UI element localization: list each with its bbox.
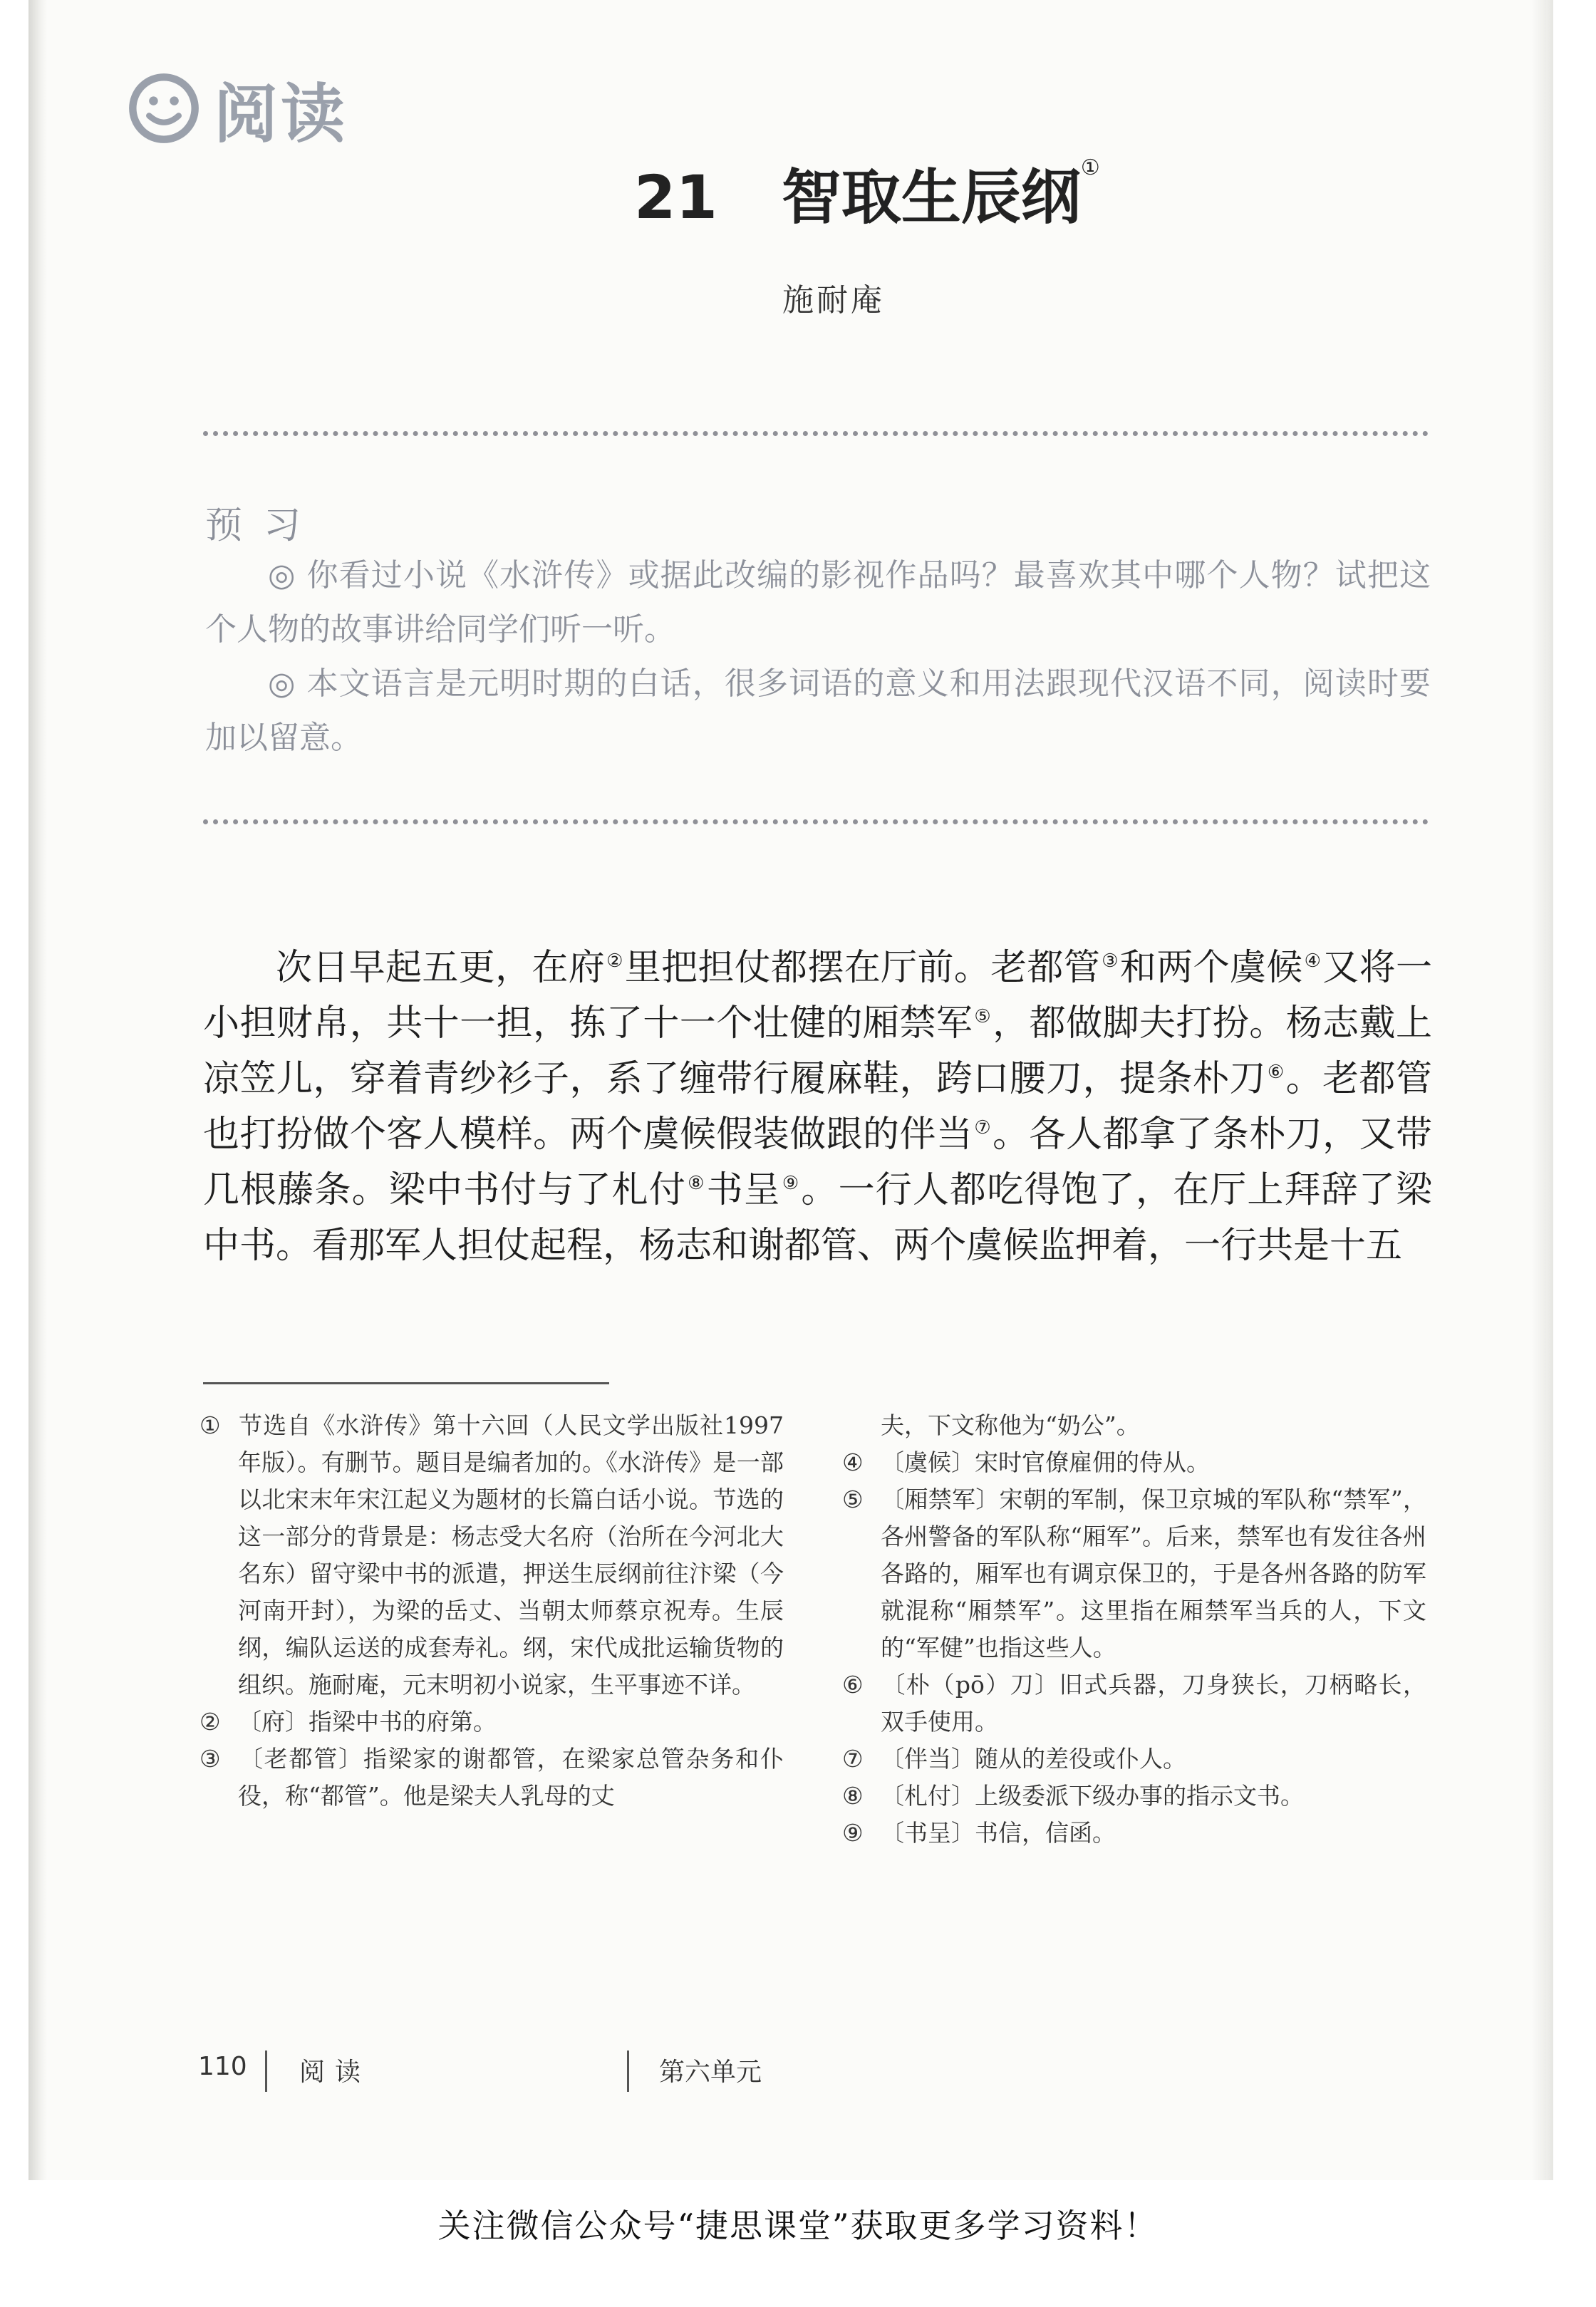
text-run: 书呈 [706,1169,781,1211]
footnote [842,1481,1426,1666]
footnote-text: 〔厢禁军〕宋朝的军制，保卫京城的军队称“禁军”，各州警备的军队称“厢军”。后来，禁军也有发往各州各路的，厢军也有调京保卫的，于是各州各路的防军就混称“厢禁军”。这里指在厢禁军当兵的人，下文的“军健”也指这些人。 [881,1486,1426,1661]
preview-top-divider [203,431,1429,436]
text-run: 次日早起五更，在府 [276,947,606,989]
footnotes-right-column [842,1407,1426,1852]
main-paragraph [203,940,1432,1274]
footnote-text: 〔府〕指梁中书的府第。 [238,1708,497,1736]
text-run: 和两个虞候 [1119,947,1303,989]
text-run: 。一行人都吃得饱了，在厅上拜辞了梁中书。看那军人担仗起程，杨志和谢都管、两个虞候监押着，一行共是十五 [203,1169,1432,1267]
footnote-divider [203,1382,609,1384]
footnote-mark: ⑧ [842,1782,864,1810]
footnote [842,1741,1426,1778]
footnote-ref[interactable]: ⑥ [1267,1062,1285,1083]
footnote-ref[interactable]: ⑤ [974,1006,992,1027]
footnote [842,1815,1426,1852]
footnote-ref[interactable]: ⑨ [782,1173,800,1194]
title-footnote-mark: ① [1080,155,1100,180]
footer-unit-label: 第六单元 [659,2058,762,2087]
footnote-mark: ⑦ [842,1745,864,1773]
text-run: 。各人都拿了条朴刀，又带几根藤条。梁中书付与了札付 [203,1114,1432,1211]
text-run: 。老都管也打扮做个客人模样。两个虞候假装做跟的伴当 [203,1058,1432,1156]
footnote-ref[interactable]: ⑦ [974,1117,992,1139]
footer-section-label: 阅读 [299,2058,371,2087]
footnote [200,1407,784,1704]
preview-box [205,549,1431,765]
footnote [842,1778,1426,1815]
footnote-mark: ⑥ [842,1671,864,1699]
main-text [203,940,1432,1274]
footnote-continuation: 夫，下文称他为“奶公”。 [881,1411,1140,1439]
footnote-text: 〔朴（pō）刀〕旧式兵器，刀身狭长，刀柄略长，双手使用。 [881,1671,1426,1736]
author-name: 施耐庵 [782,282,885,318]
footnote-mark: ① [200,1411,221,1439]
footnote-mark: ⑨ [842,1819,864,1847]
section-header [127,66,348,151]
footnote-text: 〔虞候〕宋时官僚雇佣的侍从。 [881,1448,1210,1476]
footnote-text: 〔札付〕上级委派下级办事的指示文书。 [881,1782,1304,1810]
footnote-mark: ④ [842,1448,864,1476]
preview-item: ◎ 本文语言是元明时期的白话，很多词语的意义和用法跟现代汉语不同，阅读时要加以留意。 [205,665,1431,756]
footnote [200,1741,784,1815]
text-run: 又将一小担财帛，共十一担，拣了十一个壮健的厢禁军 [203,947,1432,1044]
footnote-mark: ② [200,1708,221,1736]
footnote-mark: ③ [200,1745,221,1773]
promo-line: 关注微信公众号“捷思课堂”获取更多学习资料！ [437,2207,1159,2245]
preview-heading: 预习 [205,504,323,547]
footnote [200,1704,784,1741]
page-number: 110 [198,2052,247,2081]
footnote-ref[interactable]: ④ [1304,950,1322,972]
footer-separator [265,2051,267,2092]
text-run: ，都做脚夫打扮。杨志戴上凉笠儿，穿着青纱衫子，系了缠带行履麻鞋，跨口腰刀，提条朴刀 [203,1002,1432,1100]
text-run: 里把担仗都摆在厅前。老都管 [624,947,1101,989]
lesson-number: 21 [634,162,717,232]
spine-shadow [28,0,47,2180]
footnote-text: 〔书呈〕书信，信函。 [881,1819,1116,1847]
lesson-title-text: 智取生辰纲 [781,162,1081,232]
footer-separator [627,2051,629,2092]
preview-item: ◎ 你看过小说《水浒传》或据此改编的影视作品吗？最喜欢其中哪个人物？试把这个人物的故事讲给同学们听一听。 [205,557,1431,648]
footnote-ref[interactable]: ③ [1102,950,1119,972]
smiley-face-icon [127,71,201,145]
footnote-text: 节选自《水浒传》第十六回（人民文学出版社1997年版）。有删节。题目是编者加的。《水浒传》是一部以北宋末年宋江起义为题材的长篇白话小说。节选的这一部分的背景是：杨志受大名府（治所在今河北大名东）留守梁中书的派遣，押送生辰纲前往汴梁（今河南开封），为梁的岳丈、当朝太师蔡京祝寿。生辰纲，编队运送的成套寿礼。纲，宋代成批运输货物的组织。施耐庵，元末明初小说家，生平事迹不详。 [238,1411,784,1699]
footnote-ref[interactable]: ⑧ [688,1173,705,1194]
footnote-ref[interactable]: ② [606,950,623,972]
footnotes-left-column [200,1407,784,1815]
page-edge [1532,0,1553,2180]
preview-bottom-divider [203,819,1429,824]
footnote [842,1444,1426,1481]
footnote-mark: ⑤ [842,1486,864,1513]
footnote-text: 〔老都管〕指梁家的谢都管，在梁家总管杂务和仆役，称“都管”。他是梁夫人乳母的丈 [238,1745,784,1810]
author [0,274,1596,320]
lesson-title [634,150,1100,236]
footnote-text: 〔伴当〕随从的差役或仆人。 [881,1745,1186,1773]
footnote [842,1666,1426,1741]
section-label: 阅读 [214,77,348,152]
